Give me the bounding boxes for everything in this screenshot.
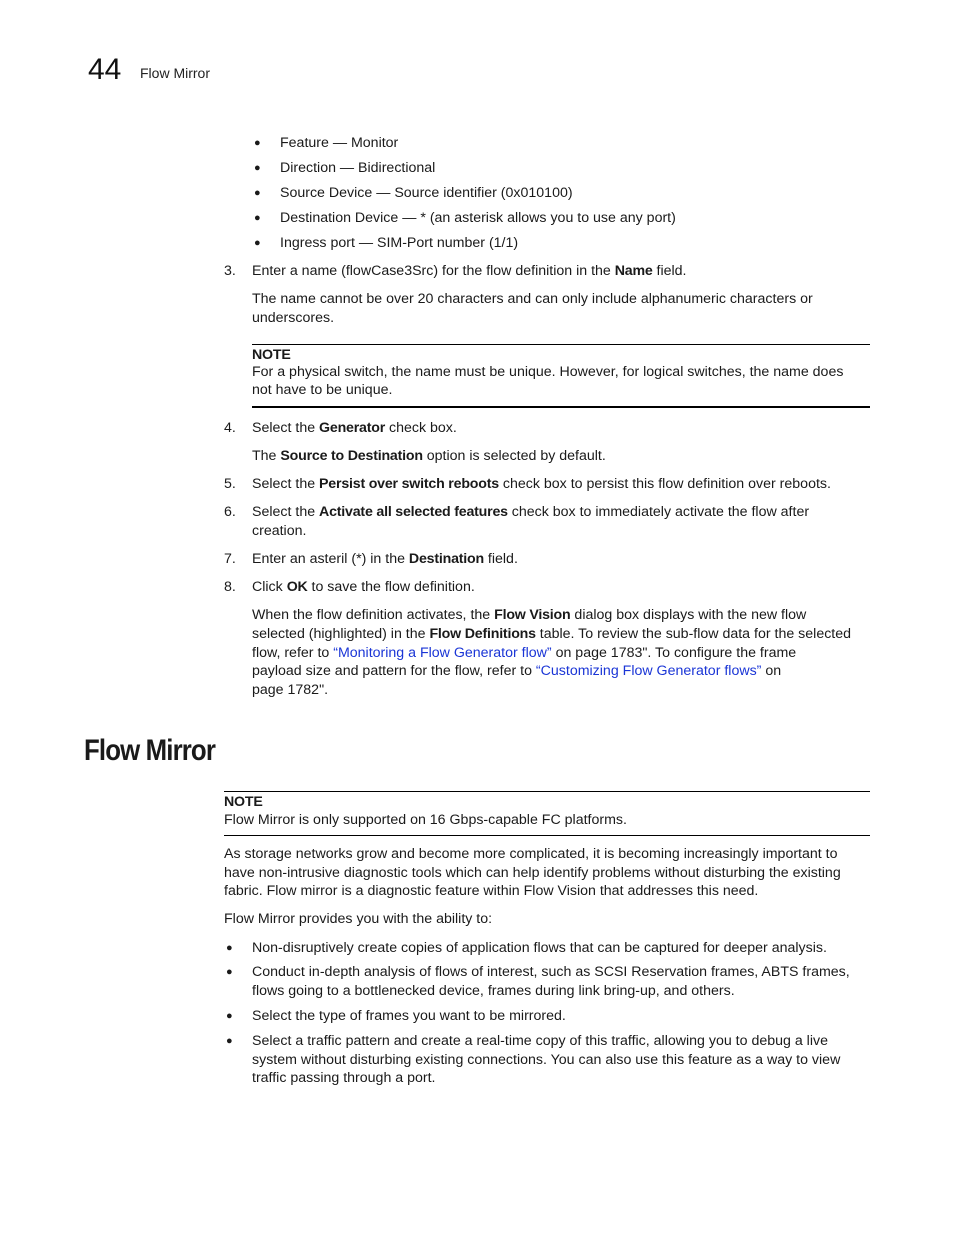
- list-item: Select a traffic pattern and create a real-time copy of this traffic, allowing you to debug a live: [252, 1033, 828, 1049]
- step-3-para-line: The name cannot be over 20 characters and can only include alphanumeric characters or: [252, 291, 813, 307]
- step-3-para-line: underscores.: [252, 310, 335, 326]
- step-number: 8.: [224, 579, 236, 595]
- list-item: Non-disruptively create copies of application flows that can be captured for deeper analysis.: [252, 940, 827, 956]
- bullet-icon: ●: [226, 1010, 233, 1022]
- note-top-rule: [224, 791, 870, 792]
- step-number: 7.: [224, 551, 236, 567]
- intro-line: have non-intrusive diagnostic tools which can help identify problems without disturbing the existing: [224, 865, 841, 881]
- step-number: 6.: [224, 504, 236, 520]
- bullet-icon: ●: [226, 1035, 233, 1047]
- list-item-line: traffic passing through a port.: [252, 1070, 436, 1086]
- list-item: Select the type of frames you want to be mirrored.: [252, 1008, 566, 1024]
- list-item-line: flows going to a bottlenecked device, frames during link bring-up, and others.: [252, 983, 735, 999]
- step-6-text: Select the Activate all selected features check box to immediately activate the flow after: [252, 504, 810, 520]
- list-item: Ingress port — SIM-Port number (1/1): [280, 235, 519, 251]
- step-number: 3.: [224, 263, 236, 279]
- note-text-line: not have to be unique.: [252, 382, 393, 398]
- list-item: Feature — Monitor: [280, 135, 399, 151]
- bullet-icon: ●: [254, 137, 261, 149]
- bullet-icon: ●: [254, 162, 261, 174]
- list-item: Direction — Bidirectional: [280, 160, 436, 176]
- customizing-flows-link[interactable]: “Customizing Flow Generator flows”: [535, 663, 762, 679]
- bullet-icon: ●: [226, 966, 233, 978]
- bullet-icon: ●: [254, 237, 261, 249]
- step-4-text: Select the Generator check box.: [252, 420, 457, 436]
- note-top-rule: [252, 344, 870, 345]
- monitoring-flow-link[interactable]: “Monitoring a Flow Generator flow”: [333, 645, 552, 661]
- note-bottom-rule: [252, 406, 870, 408]
- ability-intro: Flow Mirror provides you with the ability to:: [224, 911, 493, 927]
- list-item: Conduct in-depth analysis of flows of interest, such as SCSI Reservation frames, ABTS frames,: [252, 964, 850, 980]
- step-5-text: Select the Persist over switch reboots check box to persist this flow definition over reboots.: [252, 476, 831, 492]
- step-7-text: Enter an asteril (*) in the Destination field.: [252, 551, 518, 567]
- note-label: NOTE: [252, 347, 291, 363]
- bullet-icon: ●: [254, 212, 261, 224]
- note-bottom-rule: [224, 835, 870, 836]
- intro-line: As storage networks grow and become more complicated, it is becoming increasingly important to: [224, 846, 838, 862]
- chapter-number: 44: [88, 53, 122, 86]
- step-8-para-line: flow, refer to “Monitoring a Flow Generator flow” on page 1783". To configure the frame: [252, 645, 797, 661]
- step-8-para-line: page 1782".: [252, 682, 329, 698]
- chapter-title: Flow Mirror: [140, 65, 210, 81]
- step-6-text-line2: creation.: [252, 523, 307, 539]
- step-4-para: The Source to Destination option is selected by default.: [252, 448, 606, 464]
- step-8-text: Click OK to save the flow definition.: [252, 579, 475, 595]
- note-text-line: For a physical switch, the name must be unique. However, for logical switches, the name does: [252, 364, 844, 380]
- bullet-icon: ●: [226, 942, 233, 954]
- step-number: 4.: [224, 420, 236, 436]
- list-item: Source Device — Source identifier (0x010100): [280, 185, 573, 201]
- step-8-para-line: selected (highlighted) in the Flow Definitions table. To review the sub-flow data for the selected: [252, 626, 852, 642]
- step-3-text: Enter a name (flowCase3Src) for the flow definition in the Name field.: [252, 263, 687, 279]
- list-item-line: system without disturbing existing connections. You can also use this feature as a way to view: [252, 1052, 841, 1068]
- bullet-icon: ●: [254, 187, 261, 199]
- step-8-para-line: payload size and pattern for the flow, refer to “Customizing Flow Generator flows” on: [252, 663, 782, 679]
- step-number: 5.: [224, 476, 236, 492]
- note-label: NOTE: [224, 794, 263, 810]
- note-text-line: Flow Mirror is only supported on 16 Gbps-capable FC platforms.: [224, 812, 627, 828]
- list-item: Destination Device — * (an asterisk allows you to use any port): [280, 210, 676, 226]
- section-heading: Flow Mirror: [84, 734, 216, 767]
- step-8-para-line: When the flow definition activates, the Flow Vision dialog box displays with the new flow: [252, 607, 807, 623]
- intro-line: fabric. Flow mirror is a diagnostic feature within Flow Vision that addresses this need.: [224, 883, 759, 899]
